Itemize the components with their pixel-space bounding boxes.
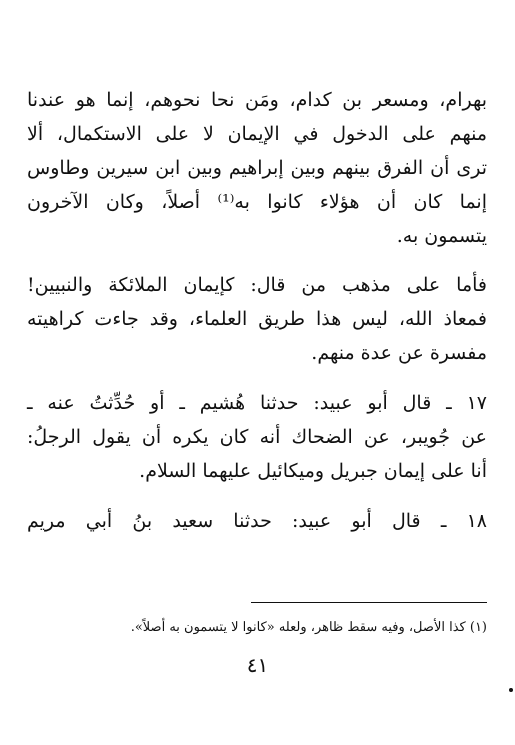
text-line-10: عن جُويبر، عن الضحاك أنه كان يكره أن يقول الرجلُ:	[27, 426, 487, 448]
text-line-12: ١٨ ـ قال أبو عبيد: حدثنا سعيد بنُ أبي مريم	[27, 510, 487, 532]
text-line-3: ترى أن الفرق بينهم وبين إبراهيم وبين ابن سيرين وطاوس	[27, 157, 487, 179]
text-line-6: فأما على مذهب من قال: كإيمان الملائكة والنبيين!	[27, 274, 487, 296]
footnote-divider	[251, 602, 487, 603]
margin-dot	[509, 688, 513, 692]
text-line-11: أنا على إيمان جبريل وميكائيل عليهما السلام.	[139, 460, 487, 482]
text-line-9: ١٧ ـ قال أبو عبيد: حدثنا هُشيم ـ أو حُدِّثتُ عنه ـ	[27, 392, 487, 414]
text-line-7: فمعاذ الله، ليس هذا طريق العلماء، وقد جاءت كراهيته	[27, 308, 487, 330]
text-line-5: يتسمون به.	[396, 225, 487, 247]
text-line-8: مفسرة عن عدة منهم.	[311, 342, 487, 364]
text-line-1: بهرام، ومسعر بن كدام، ومَن نحا نحوهم، إنما هو عندنا	[27, 89, 487, 111]
footnote: (١) كذا الأصل، وفيه سقط ظاهر، ولعله «كانوا لا يتسمون به أصلاً».	[130, 620, 487, 635]
text-line-2: منهم على الدخول في الإيمان لا على الاستكمال، ألا	[27, 123, 487, 145]
page-number: ٤١	[246, 653, 269, 677]
text-line-4: إنما كان أن هؤلاء كانوا به⁽¹⁾ أصلاً، وكان الآخرون	[27, 191, 487, 213]
